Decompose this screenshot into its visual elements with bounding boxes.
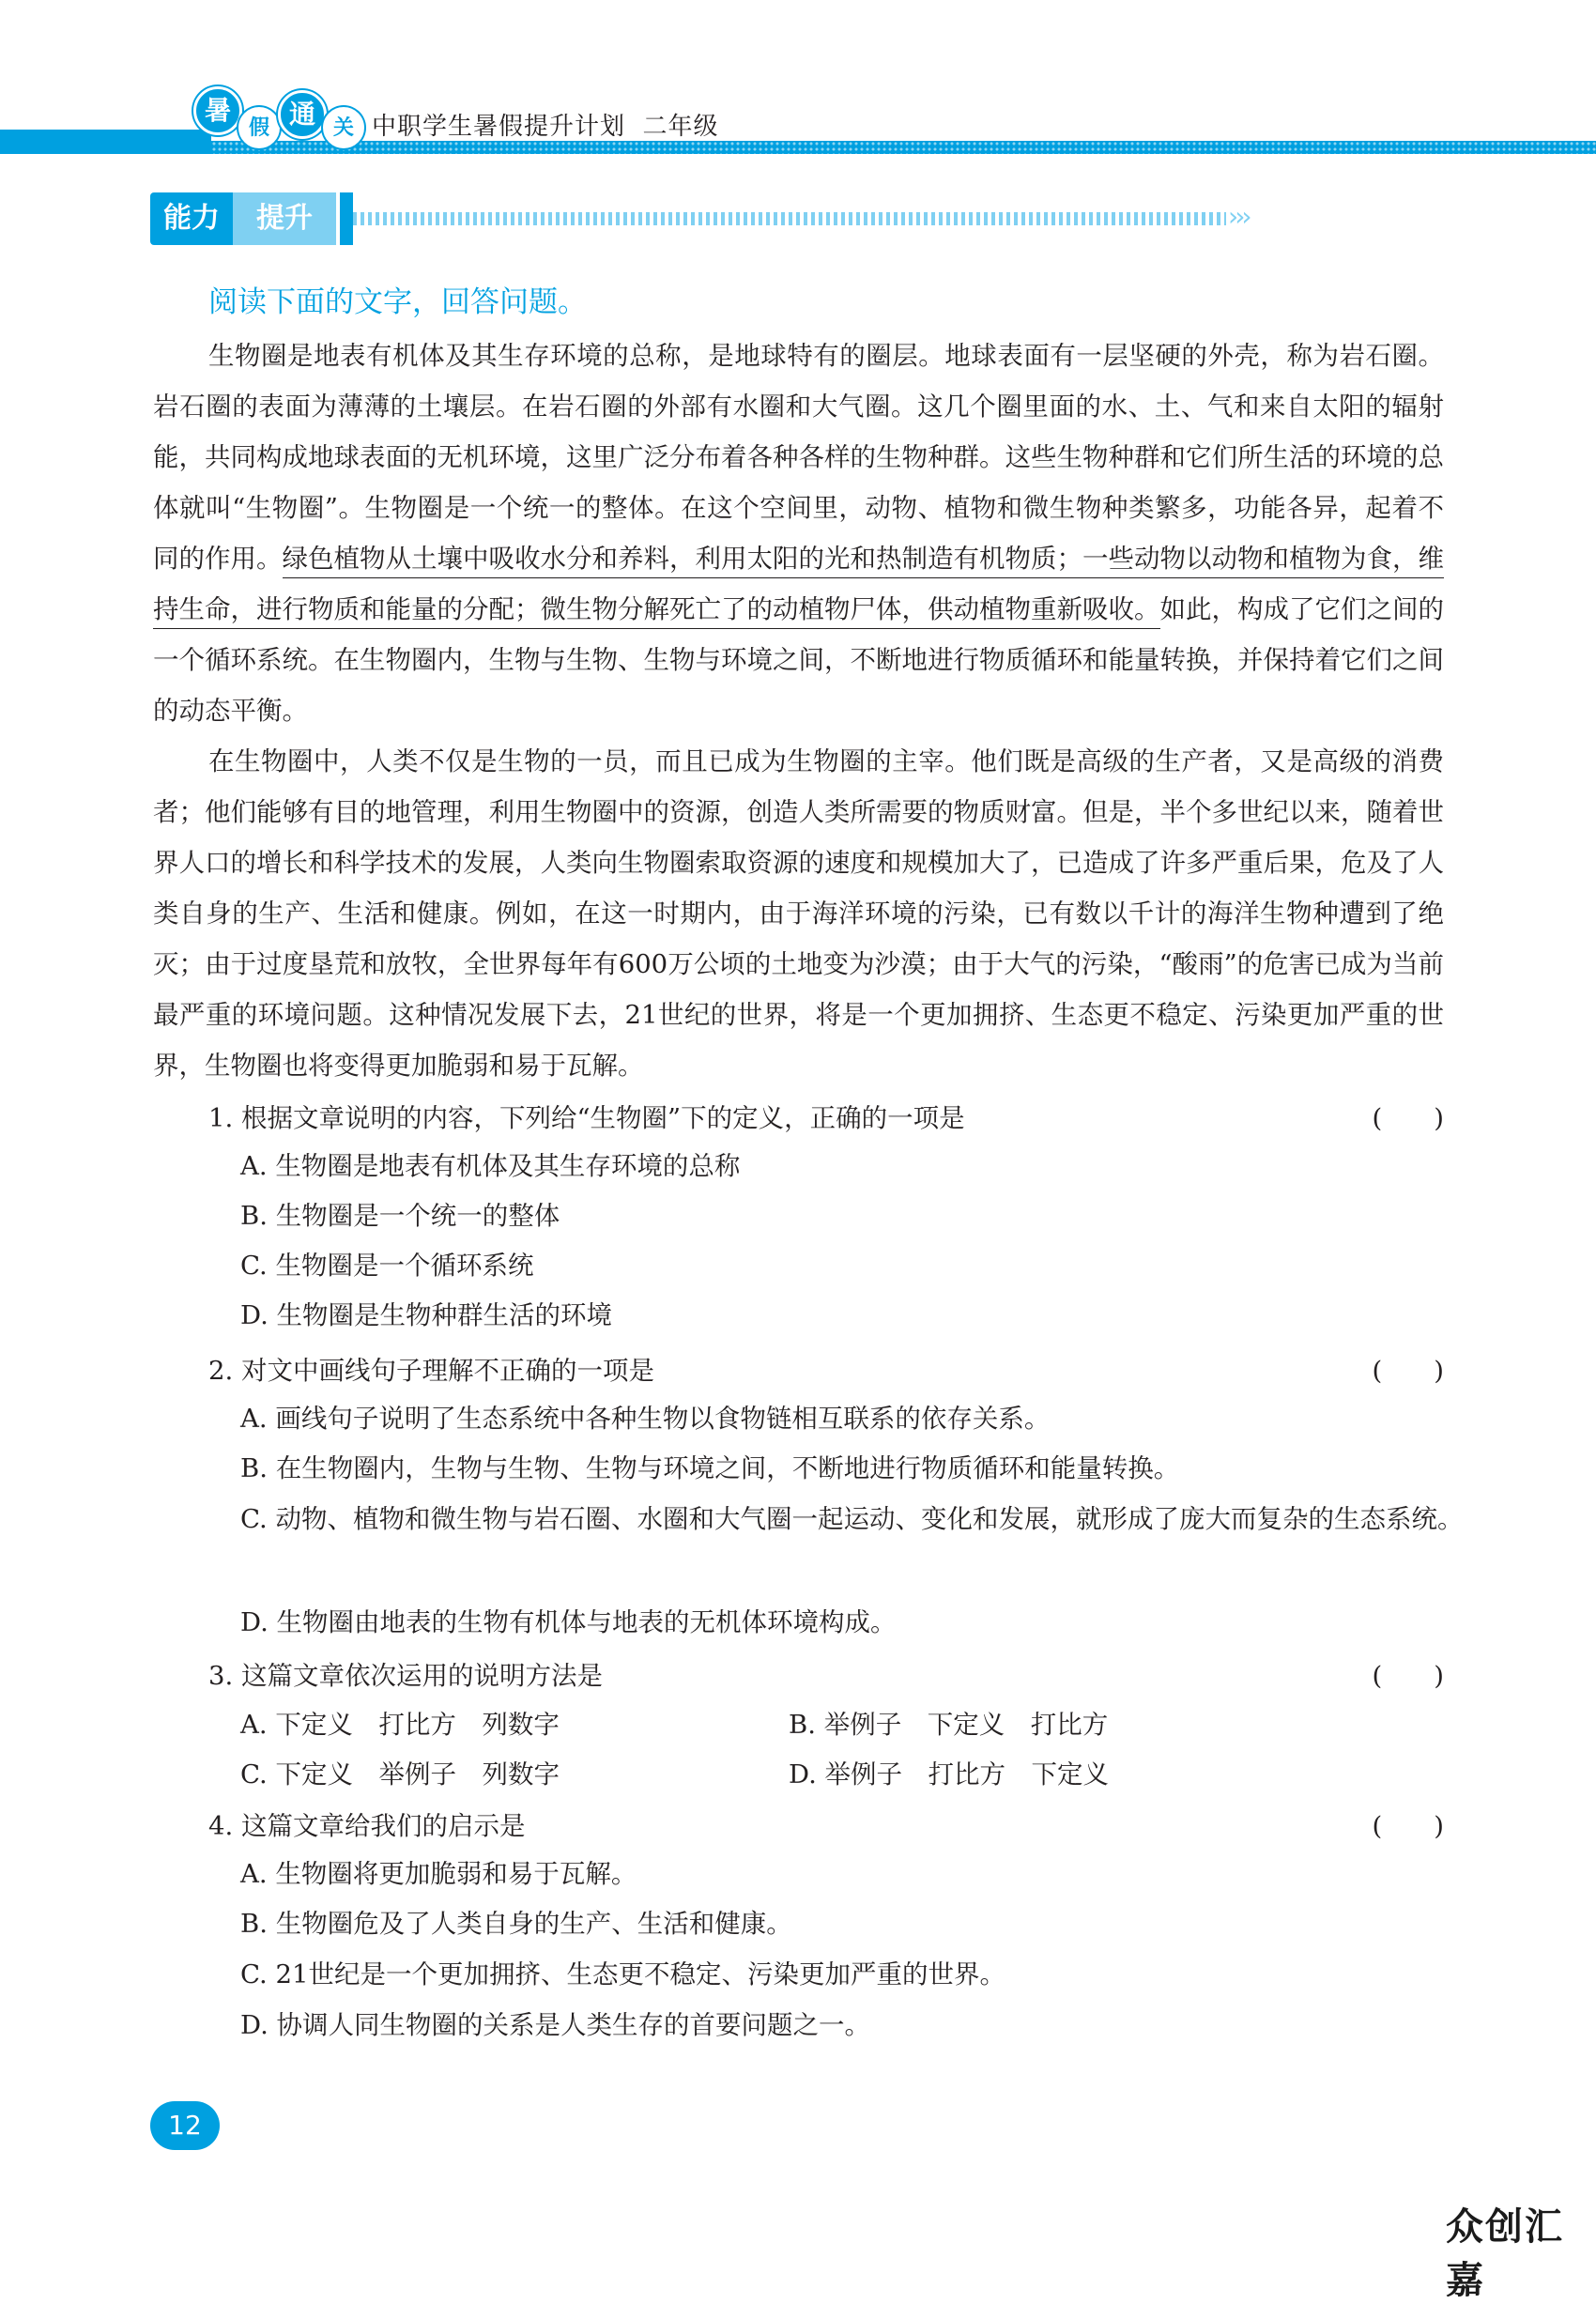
question-3-option-d[interactable]: D. 举例子 打比方 下定义 [789,1759,1110,1789]
question-2-option-c[interactable]: C. 动物、植物和微生物与岩石圈、水圈和大气圈一起运动、变化和发展，就形成了庞大而复杂的生态系统。 [240,1504,1464,1534]
header-dot-pattern [211,141,1596,154]
question-stem: 2. 对文中画线句子理解不正确的一项是 [208,1356,654,1386]
section-banner-end [340,192,353,245]
chevron-right-icon: ››› [1228,201,1249,232]
section-divider-dashes [353,212,1226,225]
question-4-option-c[interactable]: C. 21世纪是一个更加拥挤、生态更不稳定、污染更加严重的世界。 [240,1959,1006,1989]
page-number: 12 [150,2101,220,2150]
question-1-option-a[interactable]: A. 生物圈是地表有机体及其生存环境的总称 [240,1151,741,1181]
question-1-option-c[interactable]: C. 生物圈是一个循环系统 [240,1251,534,1281]
question-1-option-b[interactable]: B. 生物圈是一个统一的整体 [240,1201,560,1231]
question-1-option-d[interactable]: D. 生物圈是生物种群生活的环境 [240,1300,613,1330]
logo-char-3: 通 [278,90,327,139]
underlined-sentence: 绿色植物从土壤中吸收水分和养料，利用太阳的光和热制造有机物质；一些动物以动物和植物为食，维持生命，进行物质和能量的分配；微生物分解死亡了的动植物尸体，供动植物重新吸收。 [153,544,1444,629]
question-2-option-a[interactable]: A. 画线句子说明了生态系统中各种生物以食物链相互联系的依存关系。 [240,1404,1051,1434]
question-1 [208,1099,1444,1137]
logo-char-1: 暑 [193,86,242,135]
question-4-option-a[interactable]: A. 生物圈将更加脆弱和易于瓦解。 [240,1859,637,1889]
reading-instruction: 阅读下面的文字，回答问题。 [208,285,587,319]
book-title: 中职学生暑假提升计划 二年级 [372,113,719,141]
section-label-improve: 提升 [233,192,336,245]
question-2 [208,1352,1444,1390]
answer-blank[interactable]: ( ) [1372,1356,1444,1386]
passage-paragraph-1 [153,330,1444,736]
question-3-option-b[interactable]: B. 举例子 下定义 打比方 [789,1710,1109,1740]
passage-text: 生物圈是地表有机体及其生存环境的总称，是地球特有的圈层。地球表面有一层坚硬的外壳，称为岩石圈。岩石圈的表面为薄薄的土壤层。在岩石圈的外部有水圈和大气圈。这几个圈里面的水、土、气和来自太阳的辐射能，共同构成地球表面的无机环境，这里广泛分布着各种各样的生物种群。这些生物种群和它们所生活的环境的总体就叫“生物圈”。生物圈是一个统一的整体。在这个空间里，动物、植物和微生物种类繁多，功能各异，起着不同的作用。 [153,341,1444,574]
watermark: 众创汇嘉 [1446,2205,1564,2302]
question-3-option-a[interactable]: A. 下定义 打比方 列数字 [240,1710,560,1740]
question-4-option-b[interactable]: B. 生物圈危及了人类自身的生产、生活和健康。 [240,1909,792,1939]
question-4-option-d[interactable]: D. 协调人同生物圈的关系是人类生存的首要问题之一。 [240,2010,871,2040]
question-2-option-d[interactable]: D. 生物圈由地表的生物有机体与地表的无机体环境构成。 [240,1607,897,1637]
logo-char-4: 关 [323,107,364,148]
series-logo [188,86,366,152]
logo-char-2: 假 [238,107,280,148]
question-4 [208,1807,1444,1845]
section-label-ability: 能力 [150,192,233,245]
answer-blank[interactable]: ( ) [1372,1103,1444,1133]
question-3 [208,1657,1444,1695]
question-stem: 1. 根据文章说明的内容，下列给“生物圈”下的定义，正确的一项是 [208,1103,965,1133]
question-2-option-b[interactable]: B. 在生物圈内，生物与生物、生物与环境之间，不断地进行物质循环和能量转换。 [240,1453,1180,1483]
question-stem: 4. 这篇文章给我们的启示是 [208,1811,526,1841]
answer-blank[interactable]: ( ) [1372,1661,1444,1691]
question-stem: 3. 这篇文章依次运用的说明方法是 [208,1661,603,1691]
answer-blank[interactable]: ( ) [1372,1811,1444,1841]
question-3-option-c[interactable]: C. 下定义 举例子 列数字 [240,1759,560,1789]
passage-text: 如此，构成了它们之间的一个循环系统。在生物圈内，生物与生物、生物与环境之间，不断地进行物质循环和能量转换，并保持着它们之间的动态平衡。 [153,594,1444,726]
passage-paragraph-2: 在生物圈中，人类不仅是生物的一员，而且已成为生物圈的主宰。他们既是高级的生产者，又是高级的消费者；他们能够有目的地管理，利用生物圈中的资源，创造人类所需要的物质财富。但是，半个多世纪以来，随着世界人口的增长和科学技术的发展，人类向生物圈索取资源的速度和规模加大了，已造成了许多严重后果，危及了人类自身的生产、生活和健康。例如，在这一时期内，由于海洋环境的污染，已有数以千计的海洋生物种遭到了绝灭；由于过度垦荒和放牧，全世界每年有600万公顷的土地变为沙漠；由于大气的污染，“酸雨”的危害已成为当前最严重的环境问题。这种情况发展下去，21世纪的世界，将是一个更加拥挤、生态更不稳定、污染更加严重的世界，生物圈也将变得更加脆弱和易于瓦解。 [153,746,1444,1081]
